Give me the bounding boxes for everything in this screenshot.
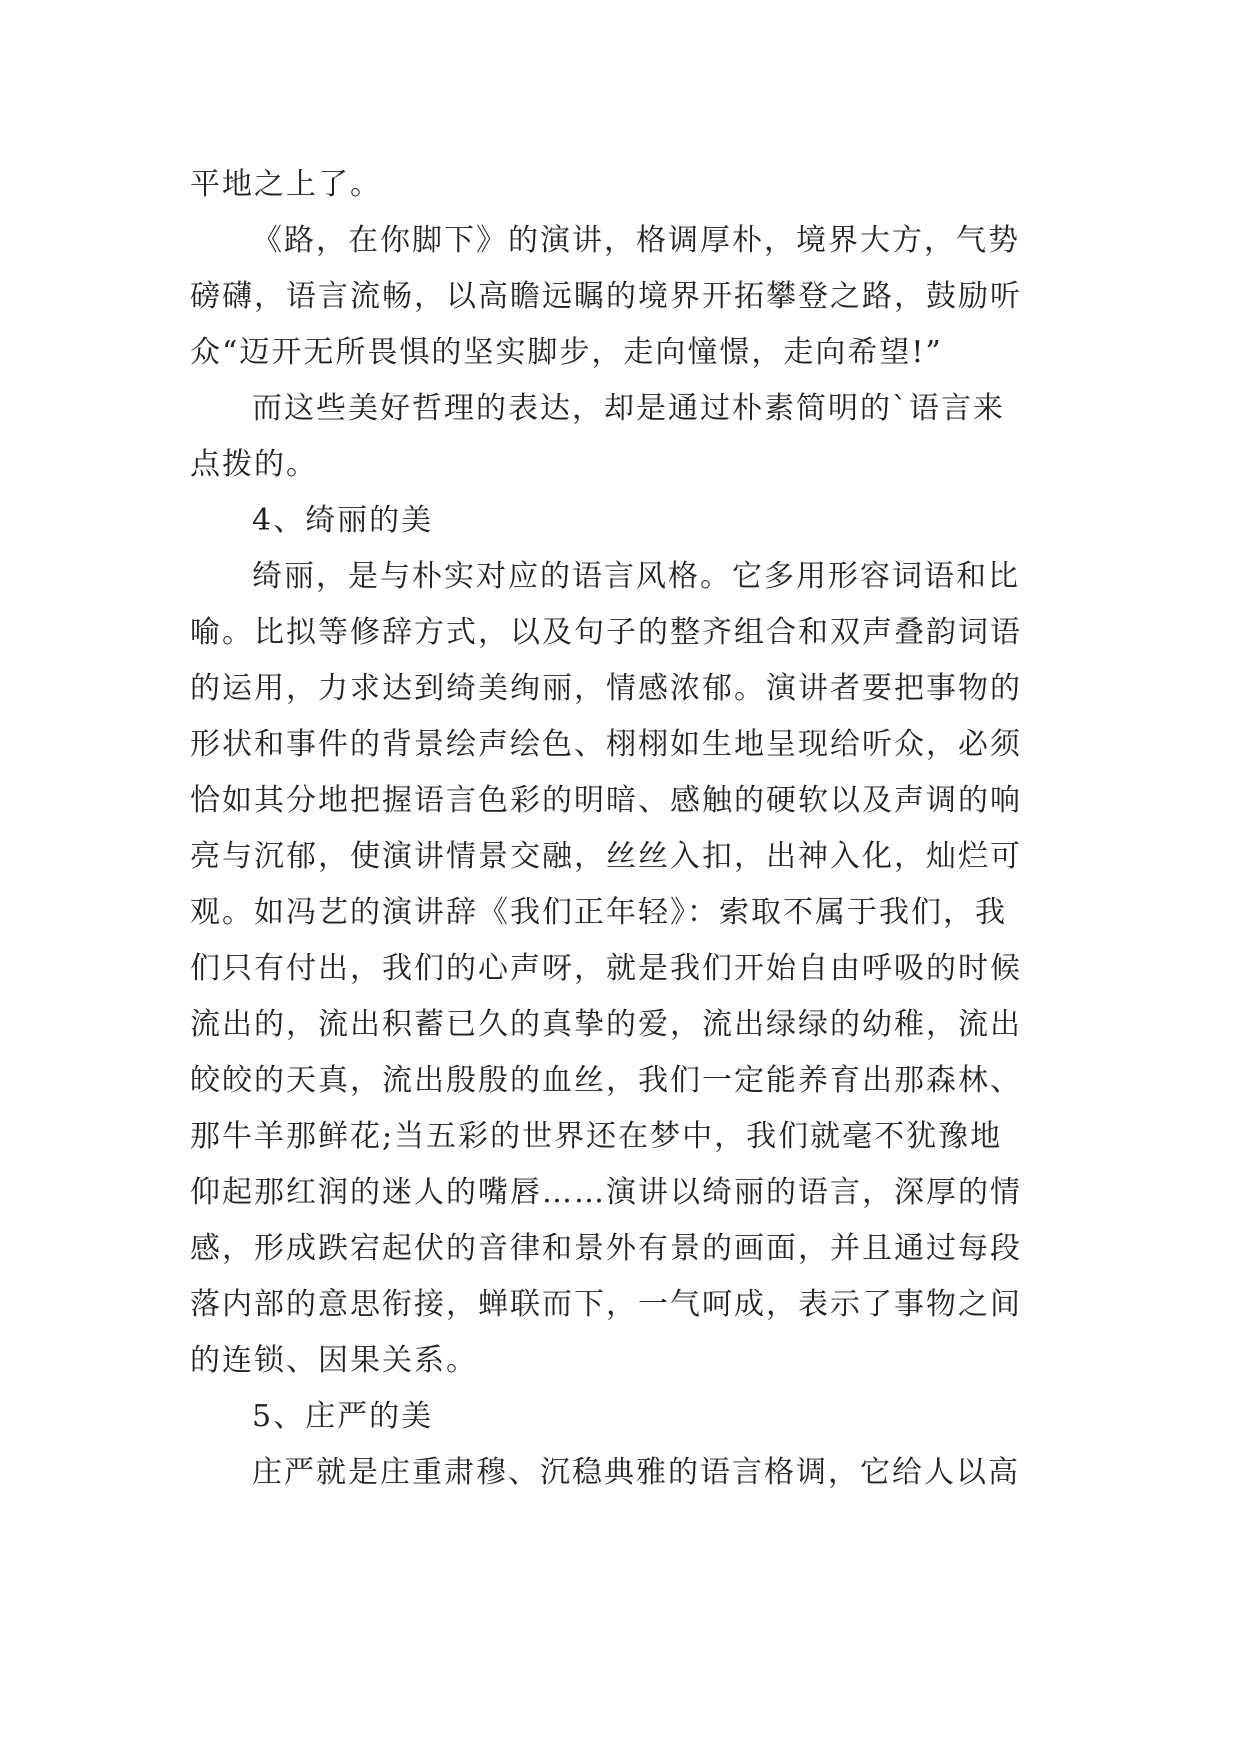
text-line: 而这些美好哲理的表达，却是通过朴素简明的`语言来 [252,391,1005,426]
text-line: 点拨的。 [190,447,318,482]
section-heading: 5、庄严的美 [252,1399,434,1434]
text-line: 感，形成跌宕起伏的音律和景外有景的画面，并且通过每段 [190,1231,1022,1266]
text-line: 们只有付出，我们的心声呀，就是我们开始自由呼吸的时候 [190,951,1022,986]
text-line: 众“迈开无所畏惧的坚实脚步，走向憧憬，走向希望!” [190,335,943,370]
text-line: 流出的，流出积蓄已久的真挚的爱，流出绿绿的幼稚，流出 [190,1007,1022,1042]
text-line: 喻。比拟等修辞方式，以及句子的整齐组合和双声叠韵词语 [190,615,1022,650]
text-line: 落内部的意思衔接，蝉联而下，一气呵成，表示了事物之间 [190,1287,1022,1322]
text-line: 磅礴，语言流畅，以高瞻远瞩的境界开拓攀登之路，鼓励听 [190,279,1022,314]
text-line: 观。如冯艺的演讲辞《我们正年轻》：索取不属于我们，我 [190,895,1007,930]
text-line: 恰如其分地把握语言色彩的明暗、感触的硬软以及声调的响 [190,783,1022,818]
text-line: 那牛羊那鲜花;当五彩的世界还在梦中，我们就毫不犹豫地 [190,1119,1003,1154]
text-line: 亮与沉郁，使演讲情景交融，丝丝入扣，出神入化，灿烂可 [190,839,1022,874]
text-line: 庄严就是庄重肃穆、沉稳典雅的语言格调，它给人以高 [252,1455,1020,1490]
text-line: 形状和事件的背景绘声绘色、栩栩如生地呈现给听众，必须 [190,727,1022,762]
text-line: 的运用，力求达到绮美绚丽，情感浓郁。演讲者要把事物的 [190,671,1022,706]
text-line: 《路，在你脚下》的演讲，格调厚朴，境界大方，气势 [252,223,1020,258]
text-line: 绮丽，是与朴实对应的语言风格。它多用形容词语和比 [252,559,1020,594]
text-line: 仰起那红润的迷人的嘴唇……演讲以绮丽的语言，深厚的情 [190,1175,1022,1210]
text-line: 皎皎的天真，流出殷殷的血丝，我们一定能养育出那森林、 [190,1063,1022,1098]
section-heading: 4、绮丽的美 [252,503,434,538]
text-line: 平地之上了。 [190,167,382,202]
text-line: 的连锁、因果关系。 [190,1343,478,1378]
